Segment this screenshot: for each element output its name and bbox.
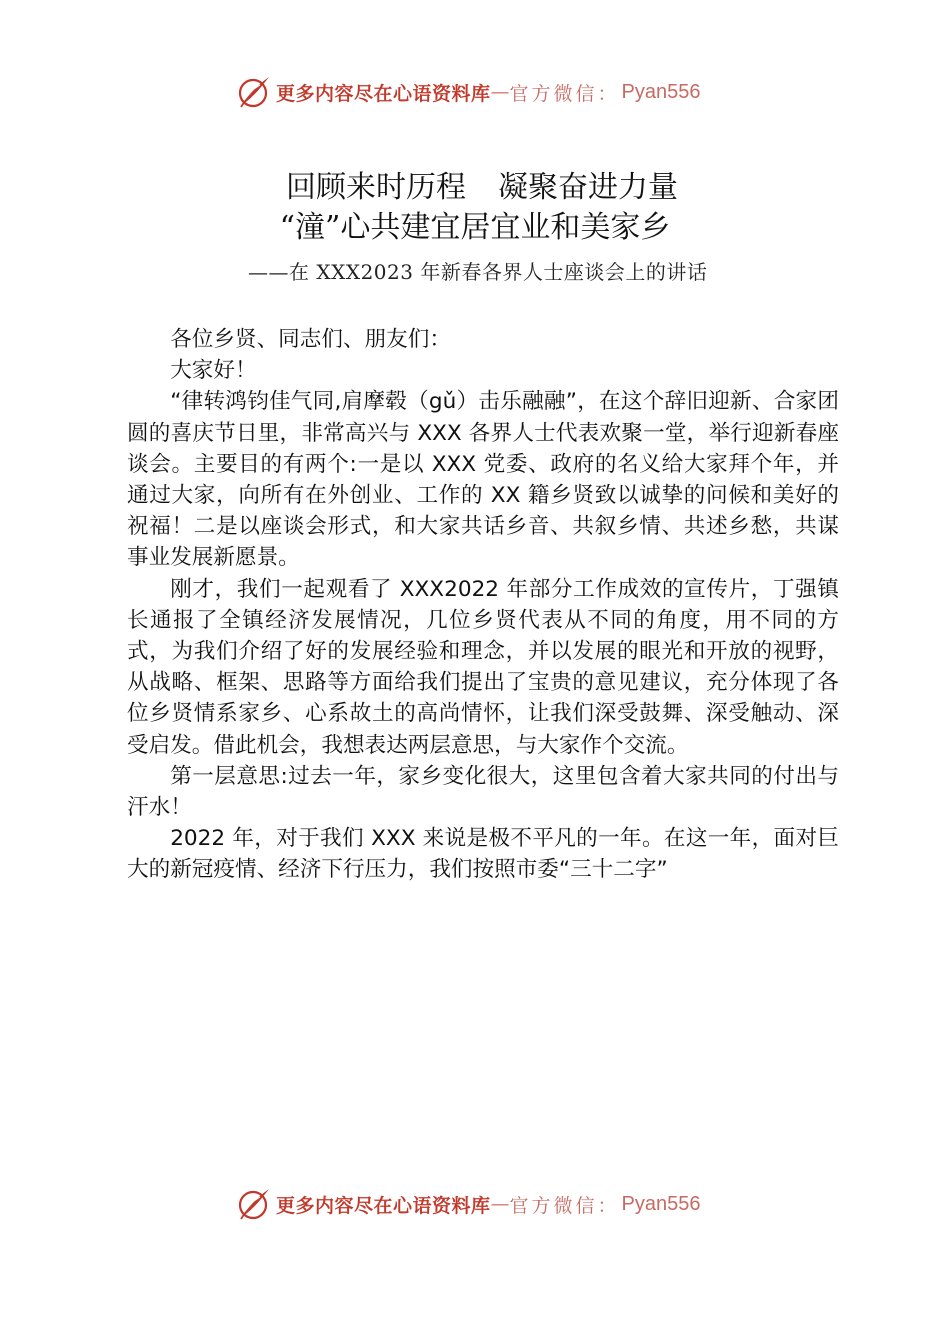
banner-brand-text: 更多内容尽在心语资料库: [276, 1194, 491, 1217]
title-line-1-part-2: 凝聚奋进力量: [498, 170, 678, 205]
speech-body: [127, 324, 839, 886]
paragraph-2022: 2022 年，对于我们 XXX 来说是极不平凡的一年。在这一年，面对巨大的新冠疫情、经济下行压力，我们按照市委“三十二字”: [127, 826, 839, 883]
paragraph-salutation: 各位乡贤、同志们、朋友们：: [170, 327, 451, 352]
subtitle: ——在 XXX2023 年新春各界人士座谈会上的讲话: [248, 260, 708, 284]
quill-logo-icon: [236, 74, 272, 110]
banner-brand-text: 更多内容尽在心语资料库: [276, 82, 491, 105]
header-banner: [236, 72, 701, 112]
paragraph-first-point: 第一层意思:过去一年，家乡变化很大，这里包含着大家共同的付出与汗水！: [127, 763, 839, 821]
title-line-1: [0, 168, 950, 208]
title-line-1-part-1: 回顾来时历程: [286, 170, 466, 205]
banner-dash: —: [490, 81, 510, 103]
paragraph-greeting: 大家好！: [170, 358, 257, 384]
paragraph-review: 刚才，我们一起观看了 XXX2022 年部分工作成效的宣传片，丁强镇长通报了全镇经济发展情况，几位乡贤代表从不同的角度，用不同的方式，为我们介绍了好的发展经验和理念，并以发展的眼光和开放的视野，从战略、框架、思路等方面给我们提出了宝贵的意见建议，充分体现了各位乡贤情系家乡、心系故土的高尚情怀，让我们深受鼓舞、深受触动、深受启发。借此机会，我想表达两层意思，与大家作个交流。: [127, 576, 839, 758]
banner-dash: —: [490, 1193, 510, 1215]
banner-contact-label: 官方微信：: [509, 1194, 620, 1217]
banner-wechat-id: Pyan556: [621, 80, 701, 103]
banner-wechat-id: Pyan556: [621, 1192, 701, 1215]
title-line-2: “潼”心共建宜居宜业和美家乡: [279, 210, 671, 245]
paragraph-opening: “律转鸿钧佳气同,肩摩毂（gǔ）击乐融融”，在这个辞旧迎新、合家团圆的喜庆节日里，非常高兴与 XXX 各界人士代表欢聚一堂，举行迎新春座谈会。主要目的有两个:一是以 XXX 党委、政府的名义给大家拜个年，并通过大家，向所有在外创业、工作的 XX 籍乡贤致以诚挚的问候和美好的祝福！二是以座谈会形式，和大家共话乡音、共叙乡情、共述乡愁，共谋事业发展新愿景。: [127, 389, 839, 571]
quill-logo-icon: [236, 1186, 272, 1222]
footer-banner: [236, 1184, 701, 1224]
banner-contact-label: 官方微信：: [509, 82, 620, 105]
title-block: [0, 168, 950, 248]
